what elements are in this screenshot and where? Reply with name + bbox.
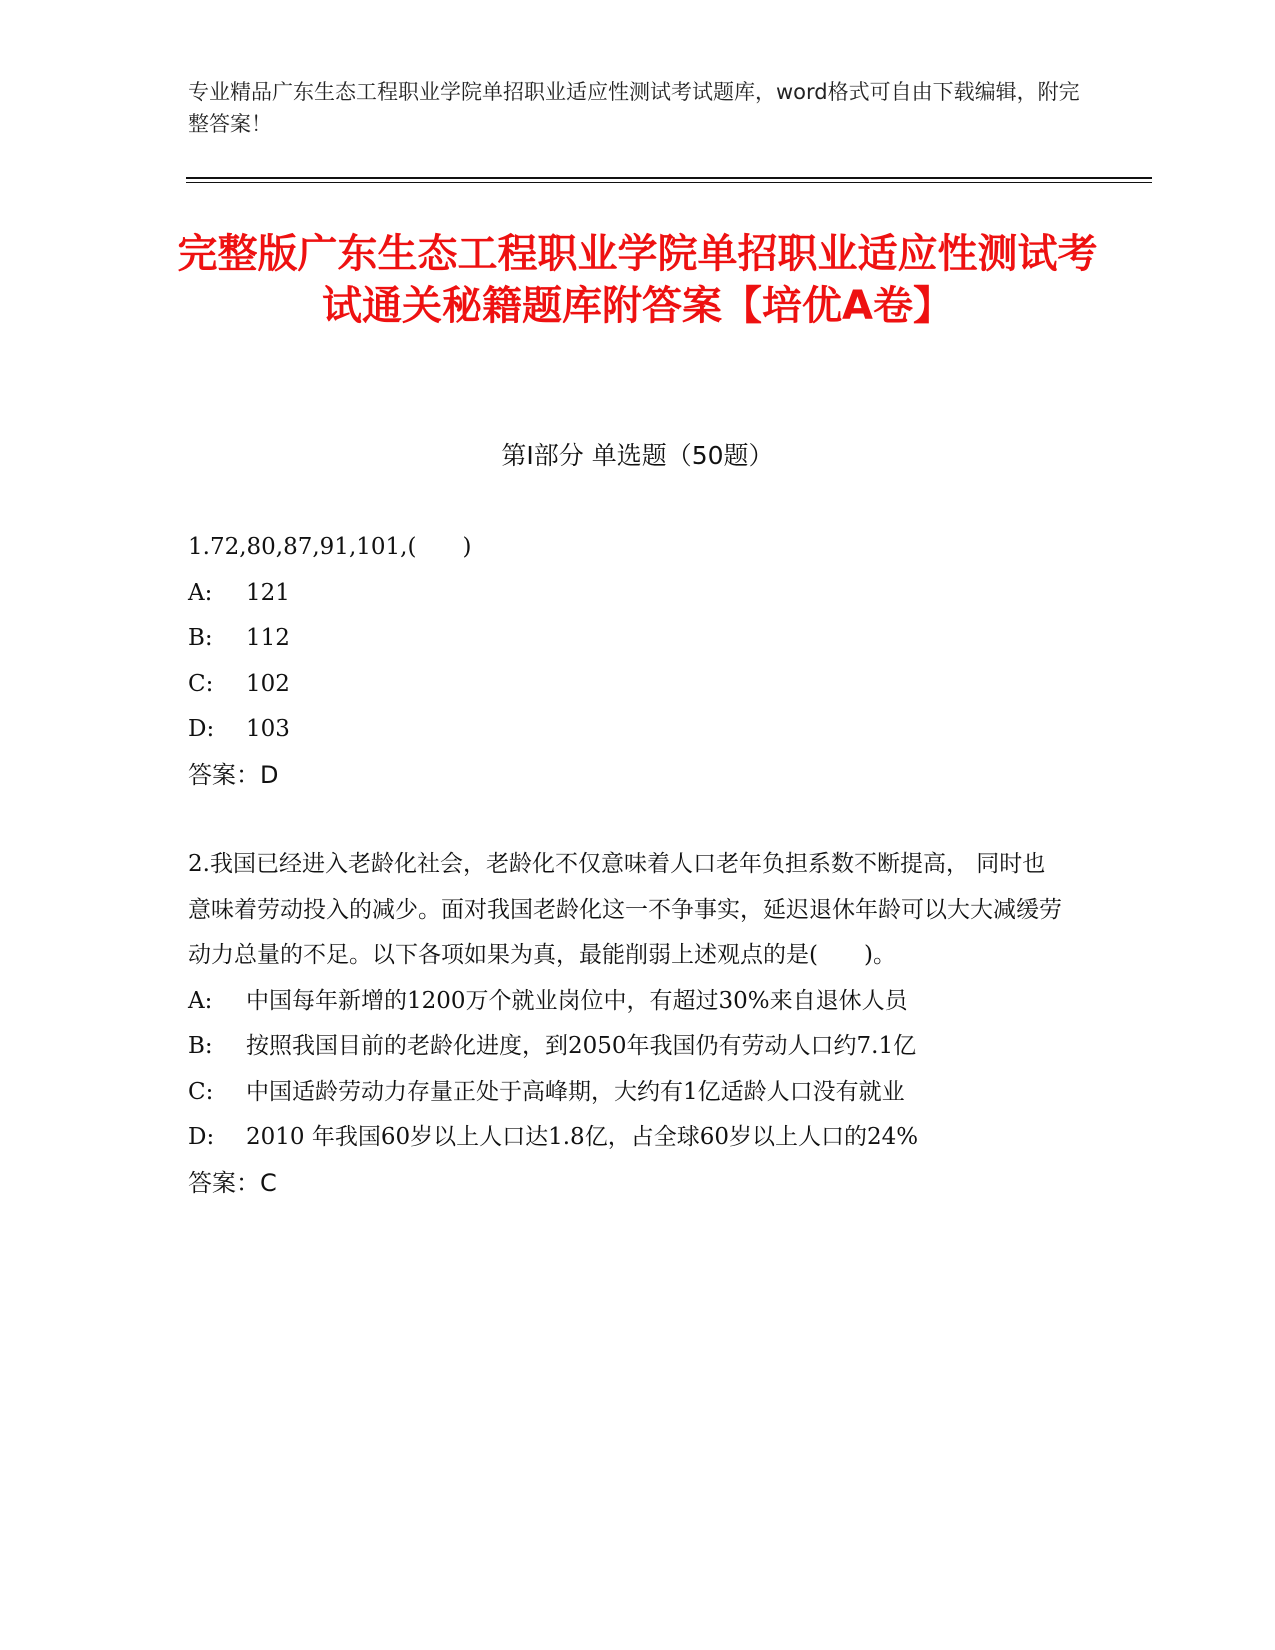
- option-letter: D:: [188, 1124, 215, 1150]
- option-text: 中国每年新增的1200万个就业岗位中，有超过30%来自退休人员: [246, 987, 908, 1014]
- option-c: [188, 1070, 1068, 1116]
- question-stem: 1.72,80,87,91,101,( ): [188, 534, 472, 560]
- option-text: 112: [246, 625, 290, 651]
- section-heading: 第Ⅰ部分 单选题（50题）: [501, 441, 774, 470]
- option-letter: A:: [188, 987, 213, 1014]
- option-text: 121: [246, 579, 290, 606]
- question-2: [188, 842, 1068, 1206]
- option-b: [188, 616, 1068, 662]
- question-1: [188, 525, 1068, 798]
- header-note: 专业精品广东生态工程职业学院单招职业适应性测试考试题库，word格式可自由下载编辑，附完整答案！: [188, 80, 1080, 136]
- header-divider-thick: [186, 177, 1152, 179]
- option-text: 中国适龄劳动力存量正处于高峰期，大约有1亿适龄人口没有就业: [246, 1078, 905, 1105]
- option-a: [188, 979, 1068, 1025]
- option-letter: D:: [188, 716, 215, 742]
- option-b: [188, 1024, 1068, 1070]
- option-letter: B:: [188, 625, 213, 651]
- document-title: 完整版广东生态工程职业学院单招职业适应性测试考试通关秘籍题库附答案【培优A卷】: [177, 231, 1098, 329]
- option-c: [188, 662, 1068, 708]
- option-letter: A:: [188, 579, 213, 606]
- option-text: 103: [246, 716, 290, 742]
- answer: 答案：D: [188, 760, 279, 789]
- option-letter: C:: [188, 670, 214, 697]
- answer: 答案：C: [188, 1168, 277, 1197]
- header-divider-thin: [186, 182, 1152, 183]
- option-d: [188, 707, 1068, 753]
- question-stem: 2.我国已经进入老龄化社会，老龄化不仅意味着人口老年负担系数不断提高， 同时也意味着劳动投入的减少。面对我国老龄化这一不争事实，延迟退休年龄可以大大减缓劳动力总量的不足。以下各项如果为真，最能削弱上述观点的是( )。: [188, 851, 1062, 968]
- option-letter: C:: [188, 1078, 214, 1105]
- option-letter: B:: [188, 1033, 213, 1059]
- option-text: 按照我国目前的老龄化进度，到2050年我国仍有劳动人口约7.1亿: [246, 1033, 917, 1059]
- option-a: [188, 571, 1068, 617]
- option-d: [188, 1115, 1068, 1161]
- option-text: 2010 年我国60岁以上人口达1.8亿，占全球60岁以上人口的24%: [246, 1124, 919, 1150]
- option-text: 102: [246, 670, 290, 697]
